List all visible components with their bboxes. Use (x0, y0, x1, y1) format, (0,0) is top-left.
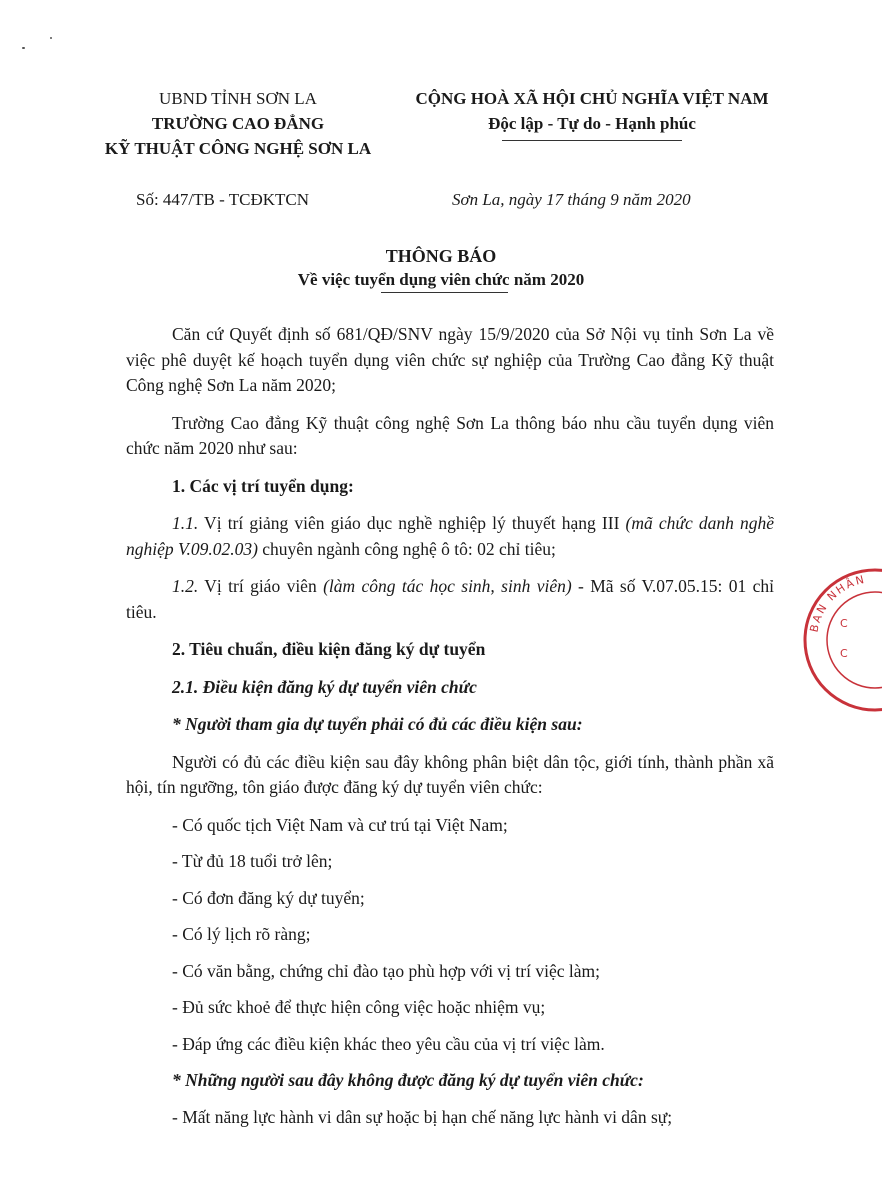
document-body (126, 322, 774, 1130)
paragraph-announcement: Trường Cao đẳng Kỹ thuật công nghệ Sơn La thông báo nhu cầu tuyển dụng viên chức năm 2020 như sau: (126, 412, 774, 458)
document-date: Sơn La, ngày 17 tháng 9 năm 2020 (452, 190, 691, 209)
svg-text:C: C (840, 647, 848, 660)
eligible-intro: Người có đủ các điều kiện sau đây không phân biệt dân tộc, giới tính, thành phần xã hội, tín ngưỡng, tôn giáo được đăng ký dự tuyển viên chức: (126, 751, 774, 797)
national-motto: Độc lập - Tự do - Hạnh phúc (488, 114, 696, 133)
condition-item: - Đáp ứng các điều kiện khác theo yêu cầu của vị trí việc làm. (172, 1033, 605, 1054)
authority-line-1: UBND TỈNH SƠN LA (159, 89, 317, 108)
position-item-1-number: 1.1. (172, 513, 199, 533)
position-item-2-number: 1.2. (172, 576, 199, 596)
national-title: CỘNG HOÀ XÃ HỘI CHỦ NGHĨA VIỆT NAM (415, 89, 769, 108)
issuing-authority (88, 86, 388, 161)
position-item-1-code: (mã chức danh nghề nghiệp V.09.02.03) (126, 513, 774, 559)
condition-item: - Có lý lịch rõ ràng; (172, 924, 311, 944)
national-header (392, 86, 792, 141)
condition-item: - Có quốc tịch Việt Nam và cư trú tại Việt Nam; (172, 814, 508, 835)
section-2-heading: 2. Tiêu chuẩn, điều kiện đăng ký dự tuyển (172, 639, 486, 659)
scan-speck (50, 37, 52, 39)
condition-item: - Từ đủ 18 tuổi trở lên; (172, 851, 333, 871)
position-item-1: 1.1. Vị trí giảng viên giáo dục nghề nghiệp lý thuyết hạng III (mã chức danh nghề nghiệp V.09.02.03) chuyên ngành công nghệ ô tô: 02 chỉ tiêu; (126, 513, 774, 559)
official-stamp (800, 565, 882, 715)
authority-line-3: KỸ THUẬT CÔNG NGHỆ SƠN LA (104, 139, 372, 158)
document-subtitle: Về việc tuyển dụng viên chức năm 2020 (297, 270, 585, 289)
position-item-2-note: (làm công tác học sinh, sinh viên) (323, 576, 572, 596)
ineligible-item: - Mất năng lực hành vi dân sự hoặc bị hạn chế năng lực hành vi dân sự; (172, 1106, 673, 1127)
condition-item: - Có văn bằng, chứng chỉ đào tạo phù hợp với vị trí việc làm; (172, 960, 600, 981)
motto-underline (502, 140, 682, 141)
subtitle-underline (381, 292, 508, 293)
svg-text:C: C (840, 617, 848, 630)
condition-item: - Đủ sức khoẻ để thực hiện công việc hoặc nhiệm vụ; (172, 997, 546, 1017)
document-title: THÔNG BÁO (385, 246, 497, 266)
ineligible-heading: * Những người sau đây không được đăng ký dự tuyển viên chức: (172, 1070, 644, 1090)
authority-line-2: TRƯỜNG CAO ĐẲNG (151, 114, 325, 133)
position-item-2: 1.2. Vị trí giáo viên (làm công tác học sinh, sinh viên) - Mã số V.07.05.15: 01 chỉ tiêu. (126, 576, 774, 622)
condition-item: - Có đơn đăng ký dự tuyển; (172, 887, 365, 908)
paragraph-basis: Căn cứ Quyết định số 681/QĐ/SNV ngày 15/9/2020 của Sở Nội vụ tỉnh Sơn La về việc phê duyệt kế hoạch tuyển dụng viên chức sự nghiệp của Trường Cao đẳng Kỹ thuật Công nghệ Sơn La năm 2020; (126, 324, 774, 395)
scan-speck (22, 47, 25, 49)
section-2-1-heading: 2.1. Điều kiện đăng ký dự tuyển viên chức (172, 676, 477, 697)
eligible-heading: * Người tham gia dự tuyển phải có đủ các điều kiện sau: (172, 714, 583, 734)
stamp-text: BAN NHÂN (807, 572, 868, 634)
section-1-heading: 1. Các vị trí tuyển dụng: (172, 475, 354, 496)
document-number: Số: 447/TB - TCĐKTCN (136, 190, 310, 209)
